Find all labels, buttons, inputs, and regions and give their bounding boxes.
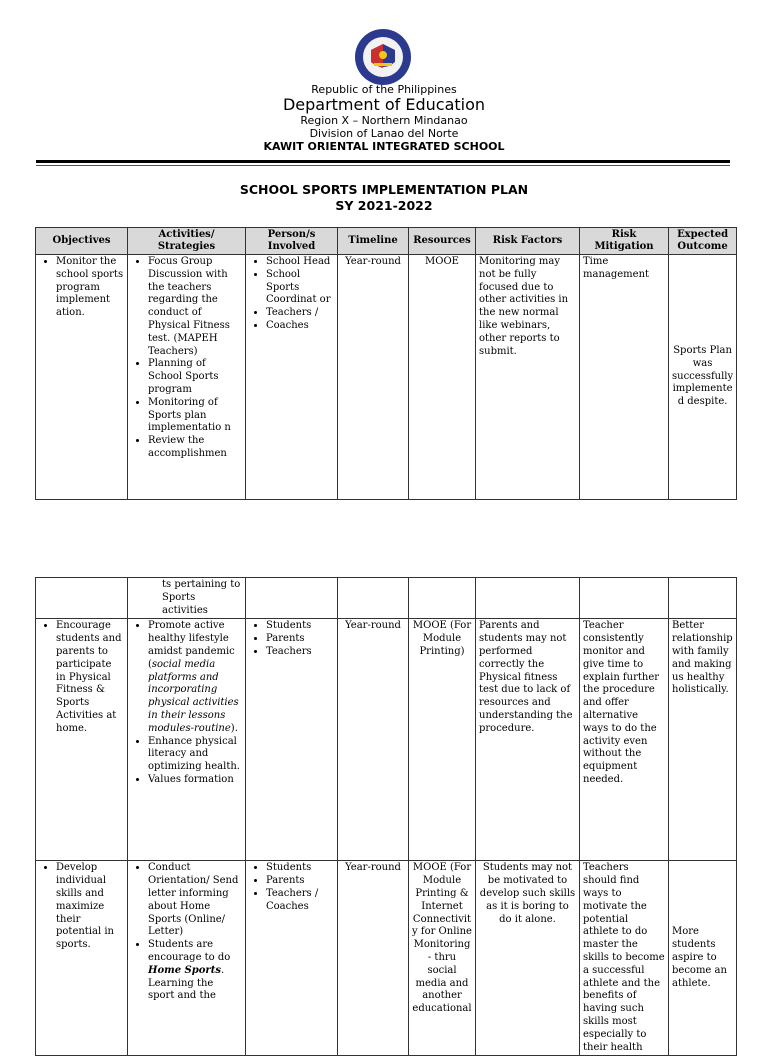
list-item: • Review the accomplishmen — [148, 435, 242, 461]
column-header: Risk Mitigation — [580, 228, 669, 255]
list-item: • Focus Group Discussion with the teachers regarding the conduct of Physical Fitness test. (MAPEH Teachers) — [148, 256, 242, 358]
plan-table-page1 — [35, 227, 737, 500]
activity-text: Students are encourage to do — [148, 939, 231, 963]
activities-cell — [128, 255, 246, 500]
deped-seal-logo — [354, 28, 412, 86]
table-row — [36, 619, 737, 861]
list-item: • School Sports Coordinat or — [266, 269, 334, 307]
activity-italic-text: social media platforms and incorporating physical activities in their lessons modules-routine — [148, 658, 239, 734]
outcome-cell: More students aspire to become an athlete. — [669, 861, 737, 1056]
objectives-cell — [36, 861, 128, 1056]
list-item: • Develop individual skills and maximize their potential in sports. — [56, 862, 124, 952]
plan-title: SCHOOL SPORTS IMPLEMENTATION PLAN — [239, 182, 529, 197]
list-item: • Coaches — [266, 320, 334, 333]
resources-cell: MOOE (For Module Printing) — [409, 619, 476, 861]
table-row — [36, 578, 737, 619]
list-item — [148, 620, 242, 735]
objectives-cell — [36, 619, 128, 861]
list-item: • Planning of School Sports program — [148, 358, 242, 396]
list-item: • Teachers — [266, 646, 334, 659]
school-name: KAWIT ORIENTAL INTEGRATED SCHOOL — [263, 140, 505, 153]
objectives-cell — [36, 255, 128, 500]
risk-mitigation-cell: Teacher consistently monitor and give time to explain further the procedure and offer alternative ways to do the activity even without the equipment needed. — [580, 619, 669, 861]
list-item: • Parents — [266, 875, 334, 888]
risk-factors-cell — [476, 578, 580, 619]
list-item: • Students — [266, 862, 334, 875]
persons-cell — [246, 619, 338, 861]
department-title: Department of Education — [282, 95, 486, 114]
plan-table-page2 — [35, 577, 737, 1056]
region-text: Region X – Northern Mindanao — [300, 114, 468, 127]
list-item: • Monitor the school sports program implement ation. — [56, 256, 124, 320]
activity-text: Promote active healthy lifestyle amidst pandemic ( — [148, 620, 235, 670]
resources-cell: MOOE (For Module Printing & Internet Connectivit y for Online Monitoring - thru social media and another educational — [409, 861, 476, 1056]
column-header: Timeline — [338, 228, 409, 255]
persons-cell — [246, 255, 338, 500]
outcome-cell: Better relationship with family and making us healthy holistically. — [669, 619, 737, 861]
column-header: Person/s Involved — [246, 228, 338, 255]
activity-text: ). — [230, 722, 238, 734]
activity-bold-text: Home Sports — [148, 964, 221, 976]
outcome-cell: Sports Plan was successfully implemente d despite. — [669, 255, 737, 500]
column-header: Activities/ Strategies — [128, 228, 246, 255]
risk-factors-cell: Students may not be motivated to develop such skills as it is boring to do it alone. — [476, 861, 580, 1056]
timeline-cell — [338, 578, 409, 619]
activity-text: . Learning the sport and the — [148, 964, 225, 1002]
column-header: Risk Factors — [476, 228, 580, 255]
outcome-cell — [669, 578, 737, 619]
risk-mitigation-cell — [580, 578, 669, 619]
list-item — [148, 939, 242, 1003]
activities-cell: ts pertaining to Sports activities — [128, 578, 246, 619]
table-row — [36, 255, 737, 500]
list-item: • School Head — [266, 256, 334, 269]
risk-mitigation-cell: Time management — [580, 255, 669, 500]
activities-cell — [128, 619, 246, 861]
list-item: • Teachers / Coaches — [266, 888, 334, 914]
timeline-cell: Year-round — [338, 861, 409, 1056]
resources-cell: MOOE — [409, 255, 476, 500]
list-item: • Parents — [266, 633, 334, 646]
table-row — [36, 861, 737, 1056]
resources-cell — [409, 578, 476, 619]
header-divider-thin — [36, 165, 730, 166]
risk-factors-cell: Parents and students may not performed correctly the Physical fitness test due to lack of resources and understanding the procedure. — [476, 619, 580, 861]
division-text: Division of Lanao del Norte — [309, 127, 459, 140]
list-item: • Values formation — [148, 774, 242, 787]
list-item: • Encourage students and parents to participate in Physical Fitness & Sports Activities at home. — [56, 620, 124, 735]
timeline-cell: Year-round — [338, 619, 409, 861]
risk-mitigation-cell: Teachers should find ways to motivate the potential athlete to do master the skills to become a successful athlete and the benefits of having such skills most especially to their health — [580, 861, 669, 1056]
table-header-row — [36, 228, 737, 255]
list-item: • Students — [266, 620, 334, 633]
header-divider — [36, 160, 730, 163]
activities-cell — [128, 861, 246, 1056]
list-item: • Enhance physical literacy and optimizing health. — [148, 736, 242, 774]
persons-cell — [246, 861, 338, 1056]
column-header: Objectives — [36, 228, 128, 255]
list-item: • Teachers / — [266, 307, 334, 320]
list-item: • Conduct Orientation/ Send letter informing about Home Sports (Online/ Letter) — [148, 862, 242, 939]
list-item: • Monitoring of Sports plan implementatio n — [148, 397, 242, 435]
timeline-cell: Year-round — [338, 255, 409, 500]
republic-text: Republic of the Philippines — [311, 83, 457, 96]
column-header: Expected Outcome — [669, 228, 737, 255]
risk-factors-cell: Monitoring may not be fully focused due to other activities in the new normal like webinars, other reports to submit. — [476, 255, 580, 500]
objectives-cell — [36, 578, 128, 619]
persons-cell — [246, 578, 338, 619]
column-header: Resources — [409, 228, 476, 255]
school-year: SY 2021-2022 — [335, 198, 433, 213]
